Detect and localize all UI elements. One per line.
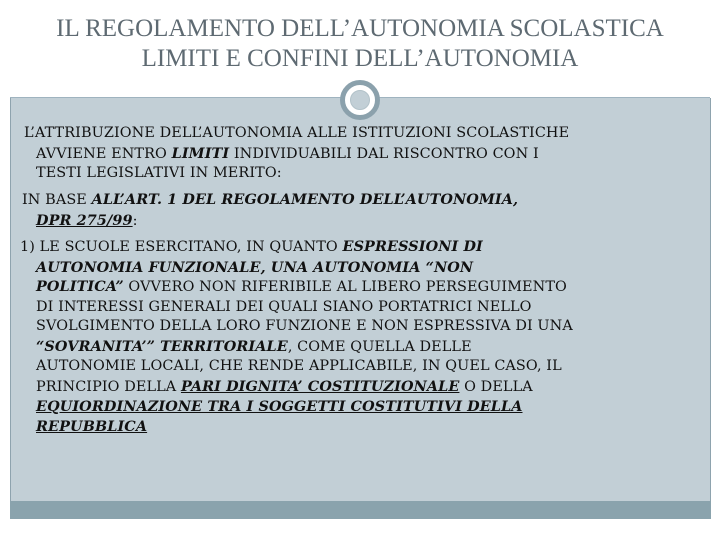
emphasis-underlined: PARI DIGNITA’ COSTITUZIONALE: [180, 377, 460, 395]
text-line: AUTONOMIA FUNZIONALE, UNA AUTONOMIA “NON: [36, 258, 474, 276]
text-line: AVVIENE ENTRO LIMITI INDIVIDUABILI DAL RISCONTRO CON I: [36, 144, 539, 162]
slide-title: [0, 14, 720, 74]
text-line: POLITICA” OVVERO NON RIFERIBILE AL LIBERO PERSEGUIMENTO: [36, 278, 567, 295]
emphasis: POLITICA”: [36, 278, 124, 295]
title-line-1: IL REGOLAMENTO DELL’AUTONOMIA SCOLASTICA: [56, 15, 664, 42]
text-line: DI INTERESSI GENERALI DEI QUALI SIANO PORTATRICI NELLO: [36, 298, 532, 315]
text-line: 1) LE SCUOLE ESERCITANO, IN QUANTO ESPRESSIONI DI: [20, 238, 483, 255]
text-line: SVOLGIMENTO DELLA LORO FUNZIONE E NON ESPRESSIVA DI UNA: [36, 318, 573, 334]
text-line: “SOVRANITA’” TERRITORIALE, COME QUELLA DELLE: [36, 337, 472, 355]
text-line: REPUBBLICA: [36, 417, 148, 435]
emphasis: “SOVRANITA’” TERRITORIALE: [36, 337, 288, 355]
text-line: L’ATTRIBUZIONE DELL’AUTONOMIA ALLE ISTITUZIONI SCOLASTICHE: [24, 125, 570, 141]
emphasis: ALL’ART. 1 DEL REGOLAMENTO DELL’AUTONOMIA,: [91, 191, 519, 208]
text-line: DPR 275/99:: [36, 211, 138, 229]
emphasis: ESPRESSIONI DI: [342, 238, 483, 255]
paragraph-in-base: [14, 190, 704, 231]
circle-ornament-inner: [350, 90, 370, 110]
title-line-2: LIMITI E CONFINI DELL’AUTONOMIA: [141, 45, 579, 72]
paragraph-scuole: [14, 237, 704, 436]
text-line: PRINCIPIO DELLA PARI DIGNITA’ COSTITUZIONALE O DELLA: [36, 377, 533, 395]
text-line: AUTONOMIE LOCALI, CHE RENDE APPLICABILE, IN QUEL CASO, IL: [36, 358, 562, 374]
text-line: EQUIORDINAZIONE TRA I SOGGETTI COSTITUTIVI DELLA: [36, 398, 523, 415]
circle-ornament-icon: [340, 80, 380, 120]
paragraph-attribuzione: [14, 124, 704, 184]
footer-bar: [10, 501, 711, 519]
text-line: TESTI LEGISLATIVI IN MERITO:: [36, 165, 282, 181]
emphasis: LIMITI: [171, 144, 230, 162]
emphasis-underlined: DPR 275/99: [36, 211, 133, 229]
text-line: IN BASE ALL’ART. 1 DEL REGOLAMENTO DELL’AUTONOMIA,: [22, 191, 519, 208]
